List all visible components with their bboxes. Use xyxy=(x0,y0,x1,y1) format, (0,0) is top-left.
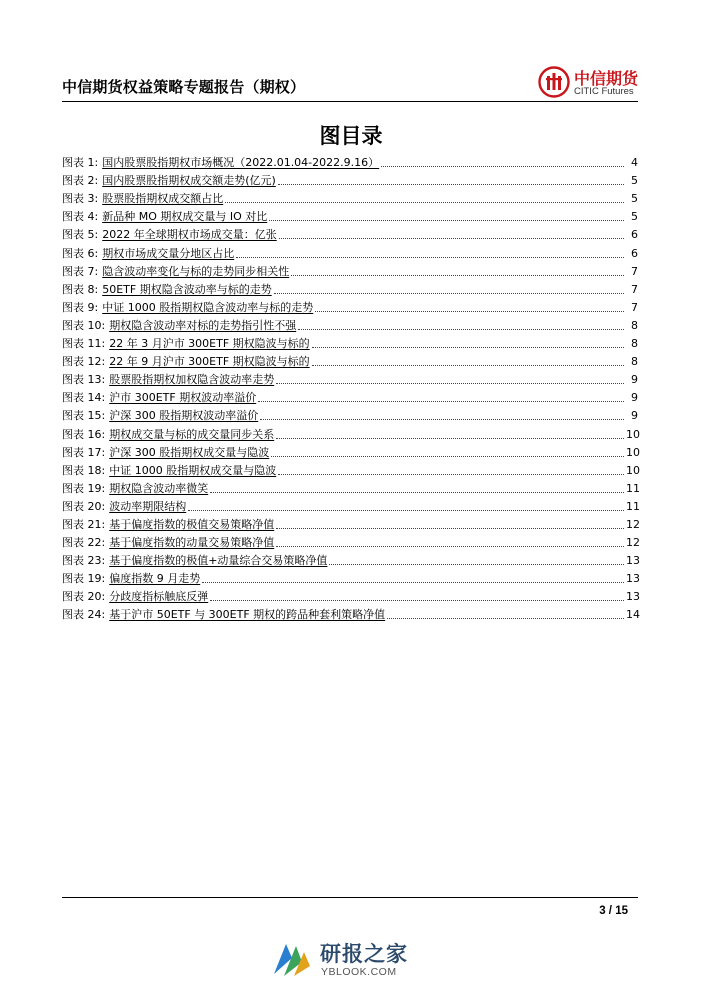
toc-entry-text[interactable]: 中证 1000 股指期权隐含波动率与标的走势 xyxy=(102,300,314,314)
toc-entry-title[interactable] xyxy=(62,588,208,605)
toc-entry-page[interactable]: 11 xyxy=(626,499,640,513)
toc-entry-label: 图表 24: xyxy=(62,608,106,622)
toc-entry-title[interactable] xyxy=(62,480,208,497)
toc-entry-text[interactable]: 偏度指数 9 月走势 xyxy=(109,572,201,586)
toc-leader-dots xyxy=(188,510,624,511)
toc-entry-text[interactable]: 波动率期限结构 xyxy=(109,499,187,513)
toc-entry-label: 图表 20: xyxy=(62,590,106,604)
toc-entry[interactable] xyxy=(62,316,638,334)
watermark-url: YBLOOK.COM xyxy=(321,966,397,978)
toc-leader-dots xyxy=(202,582,624,583)
toc-entry[interactable] xyxy=(62,551,638,569)
toc-entry[interactable] xyxy=(62,461,638,479)
toc-entry-page[interactable]: 10 xyxy=(626,445,640,459)
toc-entry-page[interactable]: 14 xyxy=(626,608,640,622)
toc-entry-title[interactable] xyxy=(62,299,313,316)
toc-entry-text[interactable]: 股票股指期权成交额占比 xyxy=(102,192,224,206)
toc-entry-label: 图表 17: xyxy=(62,445,106,459)
toc-leader-dots xyxy=(291,275,624,276)
toc-entry-title[interactable] xyxy=(62,570,200,587)
toc-entry-title[interactable] xyxy=(62,317,296,334)
toc-leader-dots xyxy=(329,564,624,565)
toc-entry[interactable] xyxy=(62,587,638,605)
toc-entry-label: 图表 8: xyxy=(62,282,99,296)
toc-entry-text[interactable]: 22 年 9 月沪市 300ETF 期权隐波与标的 xyxy=(109,355,310,369)
toc-leader-dots xyxy=(276,546,624,547)
toc-entry-text[interactable]: 国内股票股指期权市场概况（2022.01.04-2022.9.16） xyxy=(102,156,380,170)
toc-entry-page[interactable]: 6 xyxy=(631,246,638,260)
toc-entry-text[interactable]: 50ETF 期权隐含波动率与标的走势 xyxy=(102,282,272,296)
toc-entry-label: 图表 9: xyxy=(62,300,99,314)
toc-entry-label: 图表 6: xyxy=(62,246,99,260)
toc-leader-dots xyxy=(274,293,624,294)
toc-entry-text[interactable]: 国内股票股指期权成交额走势(亿元) xyxy=(102,174,276,188)
toc-entry-label: 图表 22: xyxy=(62,536,106,550)
toc-entry-label: 图表 1: xyxy=(62,156,99,170)
toc-leader-dots xyxy=(279,238,624,239)
toc-entry-title[interactable] xyxy=(62,172,276,189)
toc-leader-dots xyxy=(258,401,624,402)
report-title: 中信期货权益策略专题报告（期权） xyxy=(62,78,306,96)
toc-entry-text[interactable]: 期权成交量与标的成交量同步关系 xyxy=(109,427,275,441)
toc-entry[interactable] xyxy=(62,262,638,280)
toc-entry-label: 图表 20: xyxy=(62,499,106,513)
page-indicator: 3 / 15 xyxy=(599,905,628,917)
toc-entry-label: 图表 14: xyxy=(62,391,106,405)
toc-entry[interactable] xyxy=(62,569,638,587)
toc-entry-text[interactable]: 基于偏度指数的极值交易策略净值 xyxy=(109,517,275,531)
watermark-title: 研报之家 xyxy=(320,942,408,966)
toc-entry-title[interactable] xyxy=(62,208,267,225)
toc-entry-label: 图表 4: xyxy=(62,210,99,224)
toc-leader-dots xyxy=(236,257,624,258)
toc-entry-text[interactable]: 基于偏度指数的极值+动量综合交易策略净值 xyxy=(109,554,328,568)
toc-leader-dots xyxy=(278,474,624,475)
toc-entry-text[interactable]: 期权隐含波动率对标的走势指引性不强 xyxy=(109,318,297,332)
toc-entry[interactable] xyxy=(62,443,638,461)
toc-entry-label: 图表 16: xyxy=(62,427,106,441)
toc-entry-page[interactable]: 12 xyxy=(626,517,640,531)
toc-entry-title[interactable] xyxy=(62,516,274,533)
toc-entry-label: 图表 7: xyxy=(62,264,99,278)
citic-futures-logo xyxy=(538,64,638,102)
toc-leader-dots xyxy=(271,456,624,457)
toc-entry-label: 图表 23: xyxy=(62,554,106,568)
toc-entry-title[interactable] xyxy=(62,426,274,443)
toc-entry-title[interactable] xyxy=(62,353,310,370)
toc-entry-title[interactable] xyxy=(62,263,289,280)
logo-name: 中信期货 xyxy=(574,69,639,88)
toc-entry-text[interactable]: 22 年 3 月沪市 300ETF 期权隐波与标的 xyxy=(109,337,310,351)
toc-entry-label: 图表 19: xyxy=(62,572,106,586)
toc-entry-text[interactable]: 期权隐含波动率微笑 xyxy=(109,481,209,495)
toc-entry-title[interactable] xyxy=(62,462,276,479)
toc-entry-page[interactable]: 11 xyxy=(626,481,640,495)
toc-entry-text[interactable]: 期权市场成交量分地区占比 xyxy=(102,246,235,260)
toc-entry-title[interactable] xyxy=(62,606,385,623)
toc-leader-dots xyxy=(225,202,624,203)
toc-entry-page[interactable]: 9 xyxy=(631,409,638,423)
toc-entry-page[interactable]: 5 xyxy=(631,210,638,224)
toc-entry-label: 图表 10: xyxy=(62,318,106,332)
toc-entry[interactable] xyxy=(62,388,638,406)
citic-emblem-icon xyxy=(538,66,570,98)
toc-entry-label: 图表 2: xyxy=(62,174,99,188)
toc-entry[interactable] xyxy=(62,479,638,497)
toc-leader-dots xyxy=(276,383,624,384)
toc-entry-title[interactable] xyxy=(62,534,274,551)
toc-entry-text[interactable]: 沪深 300 股指期权波动率溢价 xyxy=(109,409,259,423)
toc-entry-text[interactable]: 中证 1000 股指期权成交量与隐波 xyxy=(109,463,277,477)
toc-entry-title[interactable] xyxy=(62,335,310,352)
toc-entry-page[interactable]: 8 xyxy=(631,355,638,369)
toc-entry-page[interactable]: 7 xyxy=(631,300,638,314)
toc-entry-page[interactable]: 9 xyxy=(631,391,638,405)
toc-entry[interactable] xyxy=(62,515,638,533)
toc-entry-page[interactable]: 5 xyxy=(631,192,638,206)
toc-entry-title[interactable] xyxy=(62,226,277,243)
toc-entry-text[interactable]: 新品种 MO 期权成交量与 IO 对比 xyxy=(102,210,268,224)
toc-entry-page[interactable]: 7 xyxy=(631,264,638,278)
watermark-logo-icon xyxy=(268,936,314,982)
toc-entry-title[interactable] xyxy=(62,190,223,207)
toc-entry-text[interactable]: 分歧度指标触底反弹 xyxy=(109,590,209,604)
toc-entry-title[interactable] xyxy=(62,498,186,515)
toc-entry[interactable] xyxy=(62,406,638,424)
toc-leader-dots xyxy=(298,329,624,330)
toc-entry[interactable] xyxy=(62,225,638,243)
toc-leader-dots xyxy=(387,618,624,619)
header-divider xyxy=(62,101,638,102)
toc-entry-page[interactable]: 13 xyxy=(626,572,640,586)
toc-entry[interactable] xyxy=(62,533,638,551)
toc-leader-dots xyxy=(278,184,624,185)
toc-leader-dots xyxy=(276,528,624,529)
yblook-watermark xyxy=(268,934,438,984)
toc-entry[interactable] xyxy=(62,171,638,189)
footer-divider xyxy=(62,897,638,898)
toc-entry-label: 图表 13: xyxy=(62,373,106,387)
toc-entry-page[interactable]: 13 xyxy=(626,590,640,604)
toc-entry-page[interactable]: 8 xyxy=(631,337,638,351)
toc-entry-title[interactable] xyxy=(62,371,274,388)
toc-entry-text[interactable]: 基于偏度指数的动量交易策略净值 xyxy=(109,536,275,550)
toc-leader-dots xyxy=(269,220,624,221)
toc-entry-page[interactable]: 10 xyxy=(626,463,640,477)
toc-entry-title[interactable] xyxy=(62,281,272,298)
toc-leader-dots xyxy=(312,365,624,366)
toc-entry-text[interactable]: 股票股指期权加权隐含波动率走势 xyxy=(109,373,275,387)
toc-leader-dots xyxy=(312,347,624,348)
toc-leader-dots xyxy=(276,438,624,439)
toc-entry-title[interactable] xyxy=(62,552,327,569)
toc-leader-dots xyxy=(260,419,624,420)
toc-heading: 图目录 xyxy=(319,124,383,148)
toc-entry-page[interactable]: 13 xyxy=(626,554,640,568)
toc-entry-title[interactable] xyxy=(62,444,269,461)
toc-entry-page[interactable]: 9 xyxy=(631,373,638,387)
toc-entry[interactable] xyxy=(62,189,638,207)
toc-entry-label: 图表 5: xyxy=(62,228,99,242)
toc-entry[interactable] xyxy=(62,424,638,442)
toc-entry-label: 图表 19: xyxy=(62,481,106,495)
toc-entry-label: 图表 3: xyxy=(62,192,99,206)
toc-entry-page[interactable]: 10 xyxy=(626,427,640,441)
toc-entry[interactable] xyxy=(62,497,638,515)
toc-entry-text[interactable]: 沪深 300 股指期权成交量与隐波 xyxy=(109,445,270,459)
toc-entry[interactable] xyxy=(62,207,638,225)
toc-entry-label: 图表 12: xyxy=(62,355,106,369)
toc-entry-label: 图表 15: xyxy=(62,409,106,423)
toc-entry[interactable] xyxy=(62,334,638,352)
figure-list xyxy=(62,153,638,623)
toc-entry-page[interactable]: 12 xyxy=(626,536,640,550)
toc-entry-page[interactable]: 7 xyxy=(631,282,638,296)
toc-entry-page[interactable]: 6 xyxy=(631,228,638,242)
toc-entry-page[interactable]: 5 xyxy=(631,174,638,188)
toc-entry[interactable] xyxy=(62,153,638,171)
toc-entry[interactable] xyxy=(62,280,638,298)
toc-entry-text[interactable]: 沪市 300ETF 期权波动率溢价 xyxy=(109,391,257,405)
toc-leader-dots xyxy=(315,311,624,312)
toc-leader-dots xyxy=(210,492,624,493)
toc-entry-title[interactable] xyxy=(62,245,234,262)
toc-entry-page[interactable]: 8 xyxy=(631,318,638,332)
toc-leader-dots xyxy=(381,166,624,167)
toc-entry-title[interactable] xyxy=(62,389,256,406)
toc-entry-title[interactable] xyxy=(62,154,379,171)
toc-entry-text[interactable]: 隐含波动率变化与标的走势同步相关性 xyxy=(102,264,290,278)
toc-entry-label: 图表 18: xyxy=(62,463,106,477)
toc-entry[interactable] xyxy=(62,352,638,370)
toc-entry-page[interactable]: 4 xyxy=(631,156,638,170)
toc-entry[interactable] xyxy=(62,370,638,388)
toc-entry-text[interactable]: 2022 年全球期权市场成交量：亿张 xyxy=(102,228,277,242)
toc-entry-label: 图表 21: xyxy=(62,517,106,531)
toc-entry[interactable] xyxy=(62,605,638,623)
toc-entry[interactable] xyxy=(62,243,638,261)
toc-entry-title[interactable] xyxy=(62,407,258,424)
toc-entry-label: 图表 11: xyxy=(62,337,106,351)
logo-subtitle: CITIC Futures xyxy=(574,86,634,97)
toc-leader-dots xyxy=(210,600,624,601)
toc-entry-text[interactable]: 基于沪市 50ETF 与 300ETF 期权的跨品种套利策略净值 xyxy=(109,608,386,622)
toc-entry[interactable] xyxy=(62,298,638,316)
